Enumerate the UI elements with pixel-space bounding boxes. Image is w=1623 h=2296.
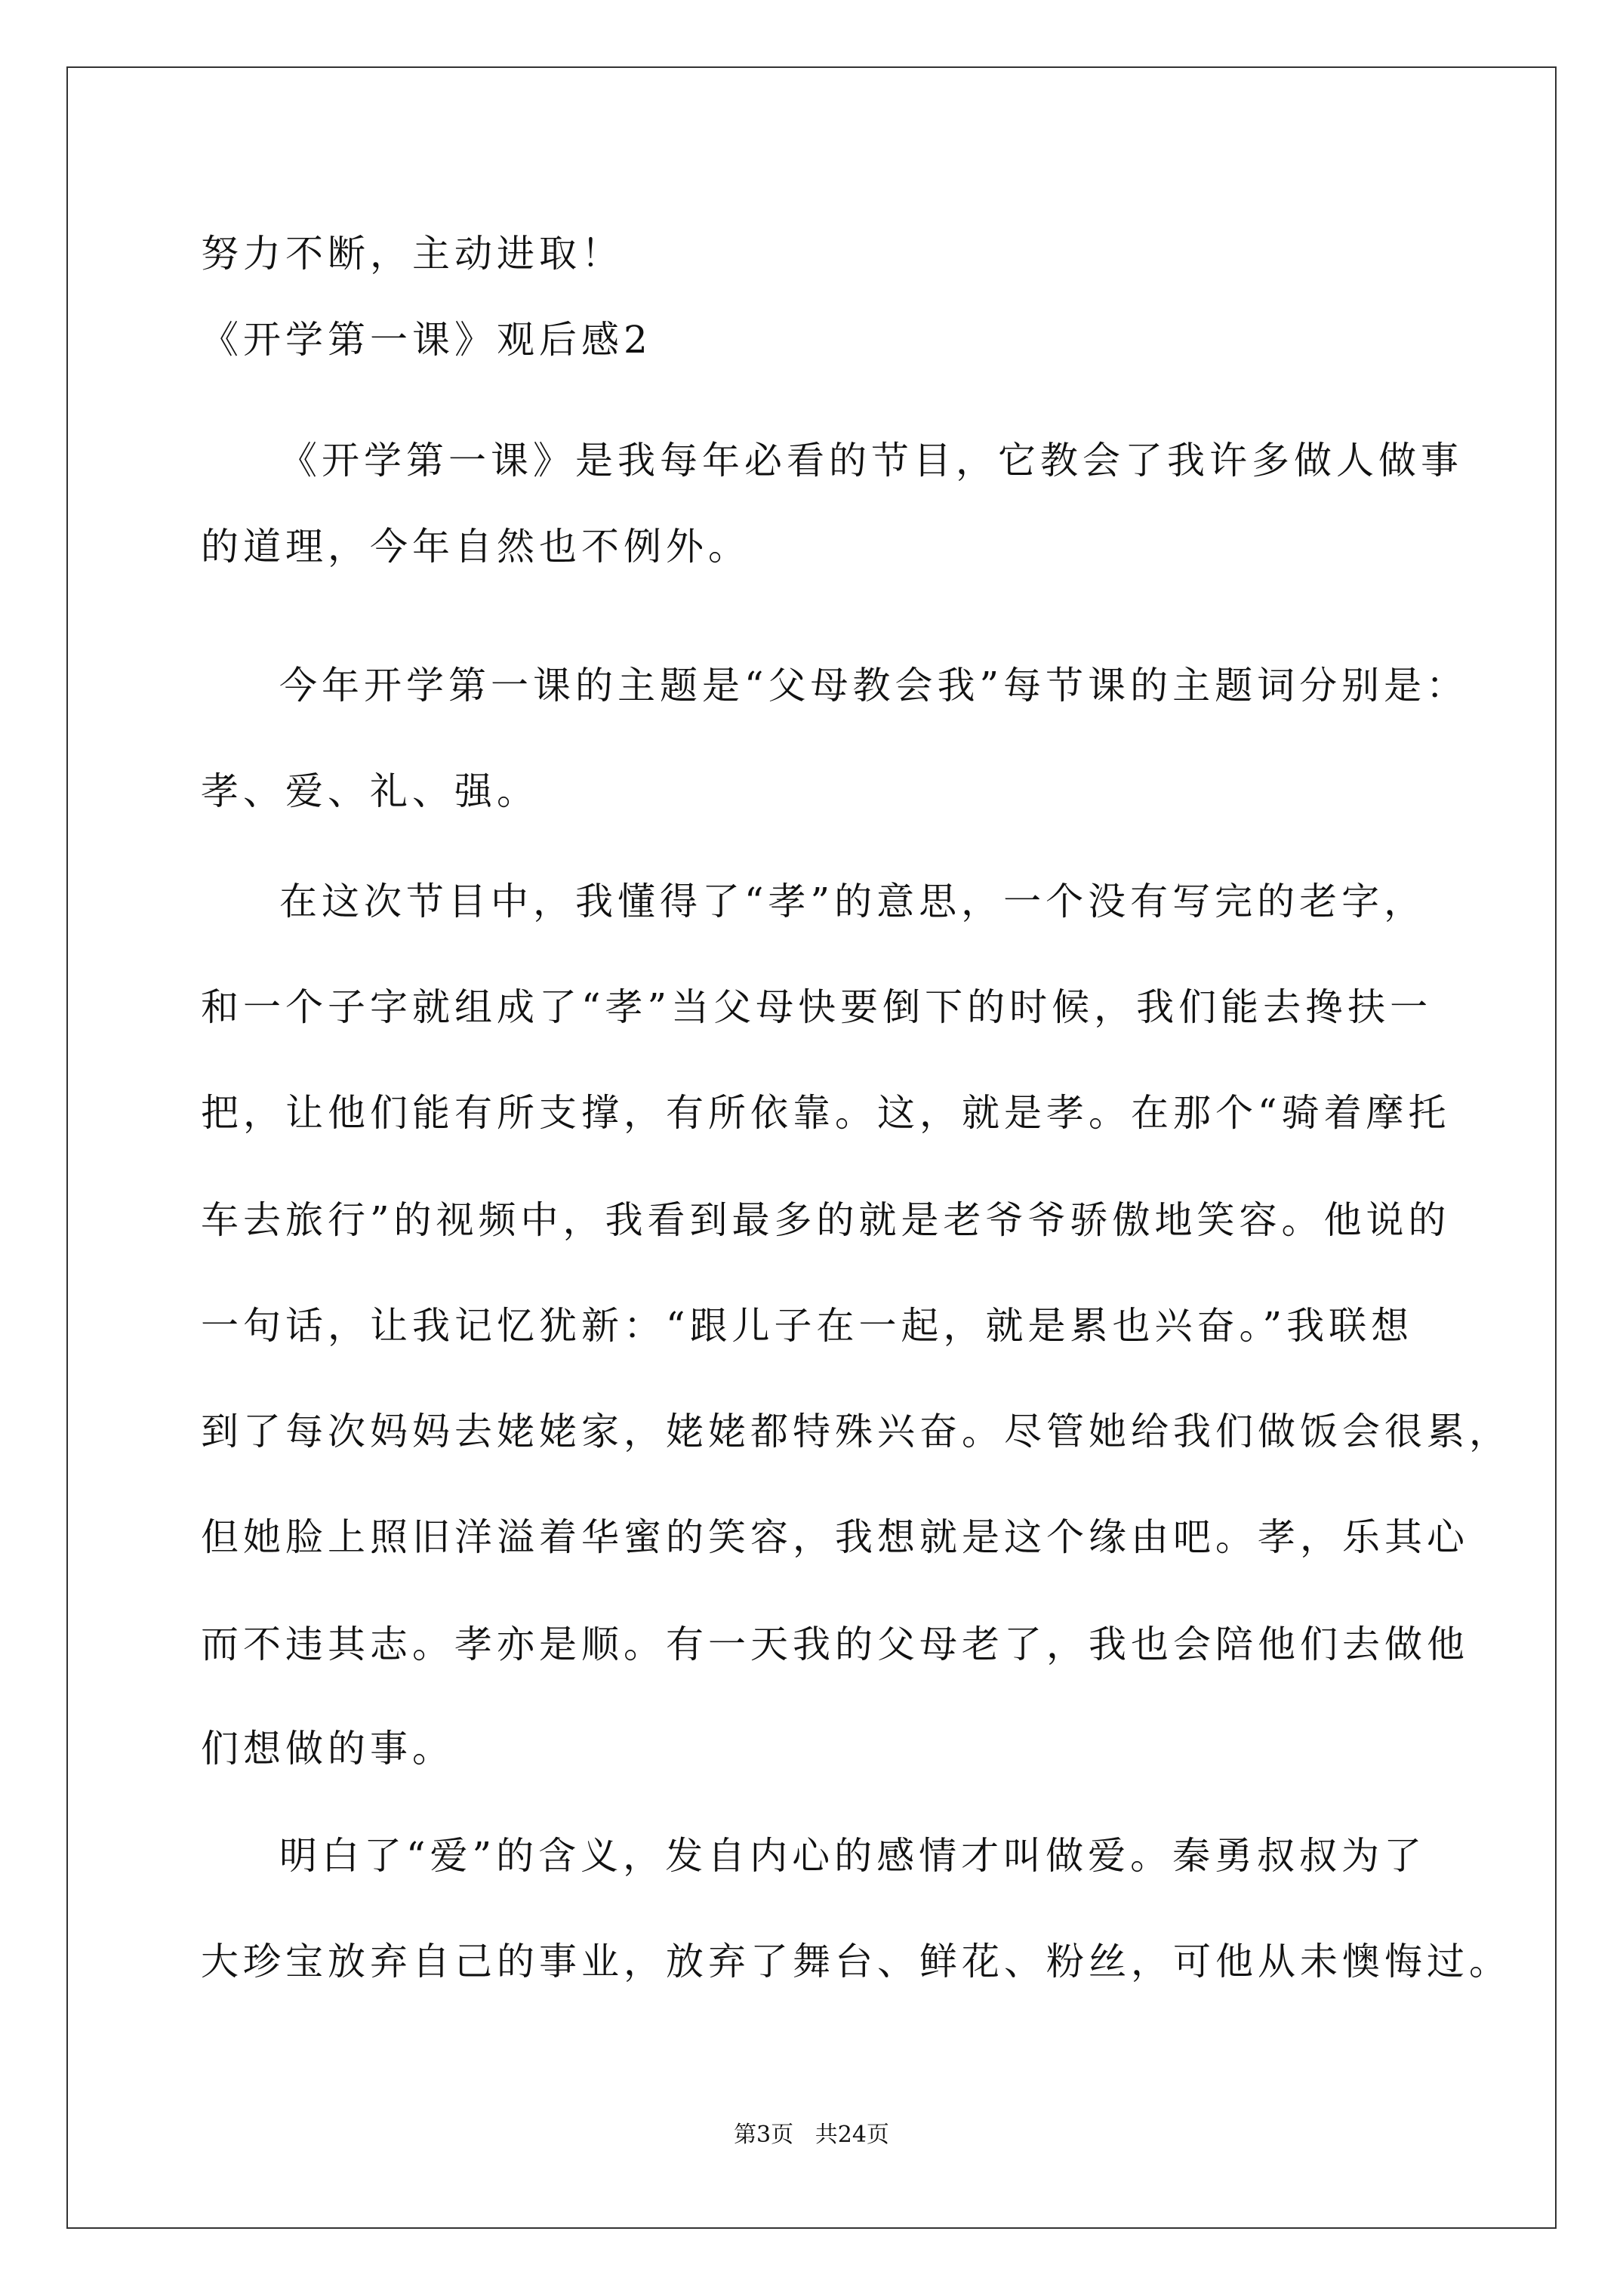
- text-line: 到了每次妈妈去姥姥家，姥姥都特殊兴奋。尽管她给我们做饭会很累，: [201, 1410, 1511, 1453]
- text-line: 在这次节目中，我懂得了“孝”的意思，一个没有写完的老字，: [279, 880, 1427, 923]
- text-line: 和一个子字就组成了“孝”当父母快要倒下的时候，我们能去搀扶一: [201, 985, 1433, 1029]
- text-line: 一句话，让我记忆犹新：“跟儿子在一起，就是累也兴奋。”我联想: [201, 1304, 1414, 1348]
- page-number-footer: 第3页 共24页: [734, 2122, 889, 2148]
- section-title: 《开学第一课》观后感2: [201, 318, 652, 362]
- text-line: 孝、爱、礼、强。: [201, 769, 539, 813]
- text-line: 努力不断，主动进取！: [201, 232, 624, 276]
- text-line: 们想做的事。: [201, 1727, 454, 1771]
- text-line: 《开学第一课》是我每年必看的节目，它教会了我许多做人做事: [279, 439, 1463, 482]
- page-border: [66, 66, 1557, 2229]
- text-line: 大珍宝放弃自己的事业，放弃了舞台、鲜花、粉丝，可他从未懊悔过。: [201, 1940, 1511, 1983]
- text-line: 但她脸上照旧洋溢着华蜜的笑容，我想就是这个缘由吧。孝，乐其心: [201, 1515, 1469, 1559]
- text-line: 的道理，今年自然也不例外。: [201, 525, 750, 569]
- text-line: 明白了“爱”的含义，发自内心的感情才叫做爱。秦勇叔叔为了: [279, 1834, 1427, 1878]
- text-line: 车去旅行”的视频中，我看到最多的就是老爷爷骄傲地笑容。他说的: [201, 1198, 1451, 1242]
- text-line: 把，让他们能有所支撑，有所依靠。这，就是孝。在那个“骑着摩托: [201, 1091, 1451, 1135]
- text-line: 而不违其志。孝亦是顺。有一天我的父母老了，我也会陪他们去做他: [201, 1623, 1469, 1666]
- text-line: 今年开学第一课的主题是“父母教会我”每节课的主题词分别是：: [279, 664, 1469, 707]
